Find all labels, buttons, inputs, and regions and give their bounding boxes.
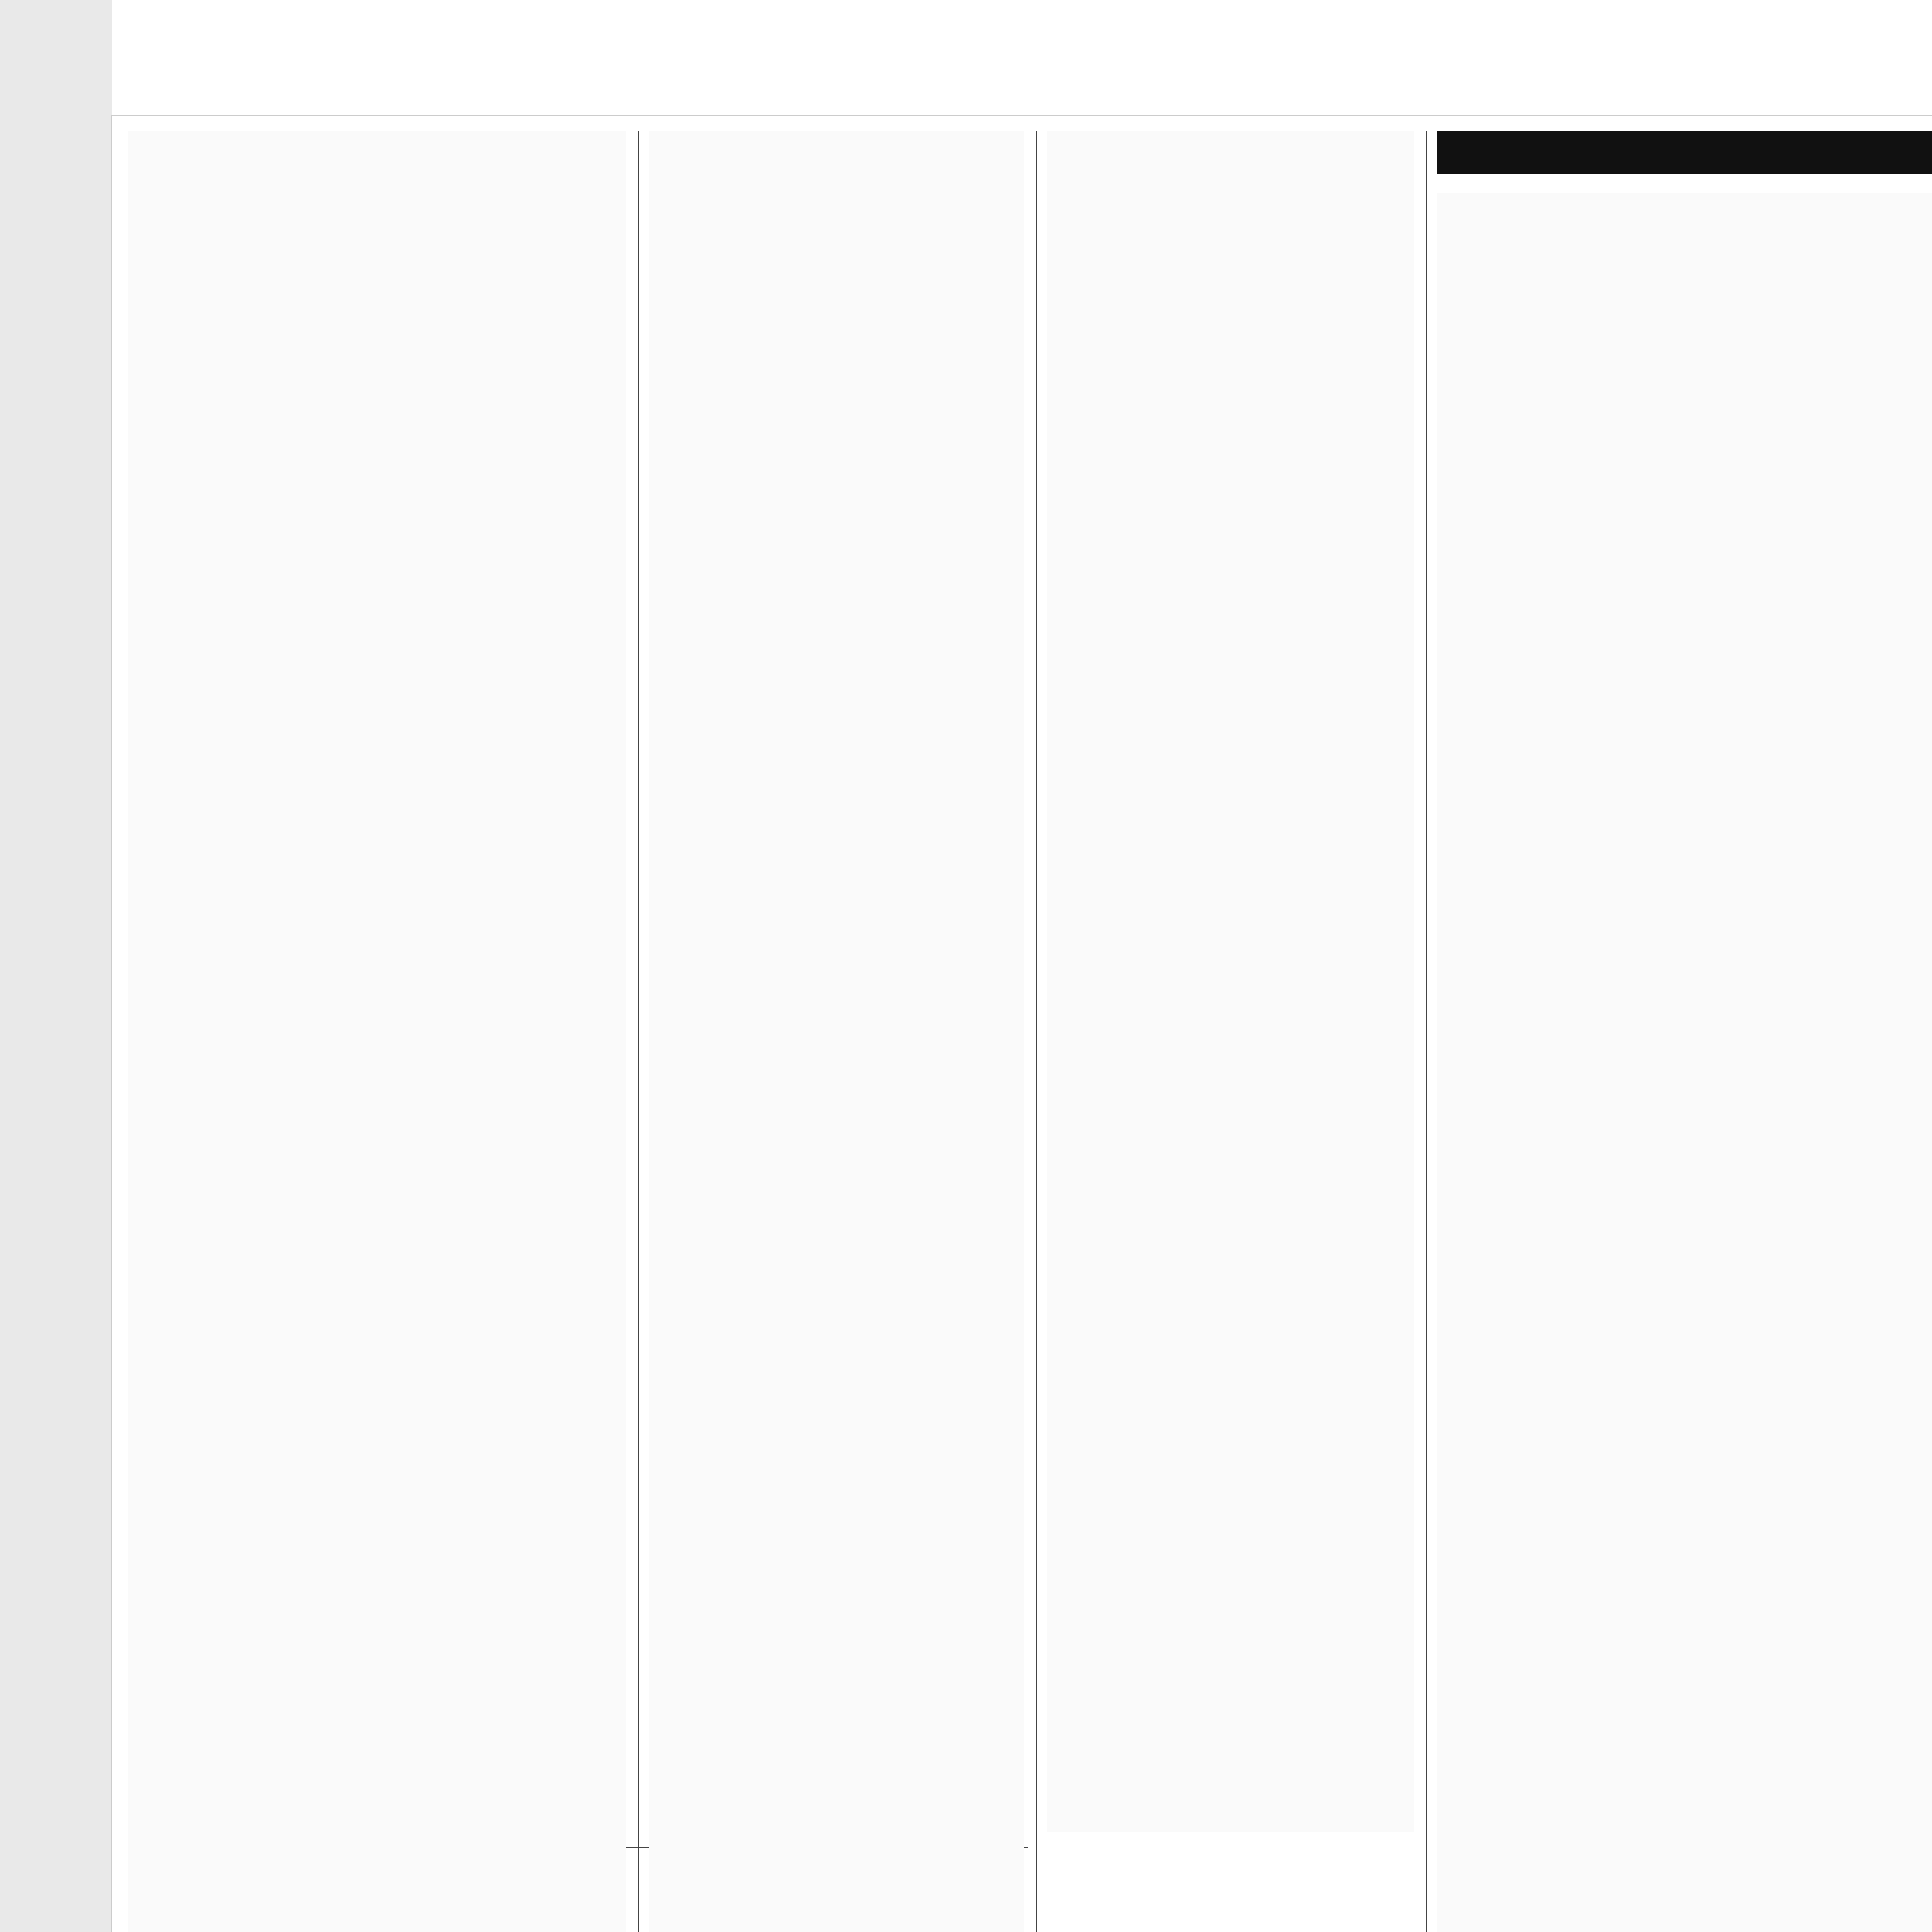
column-rule (1426, 131, 1427, 1932)
column-1 (128, 131, 626, 1932)
column-rule (1036, 131, 1037, 1932)
newspaper-page (112, 116, 1932, 1932)
column-rule (638, 131, 639, 1932)
section-header-bar (1437, 131, 1932, 174)
column-4 (1437, 193, 1932, 1932)
column-3 (1047, 131, 1414, 1832)
column-2 (649, 131, 1024, 1932)
scan-margin (0, 0, 112, 1932)
